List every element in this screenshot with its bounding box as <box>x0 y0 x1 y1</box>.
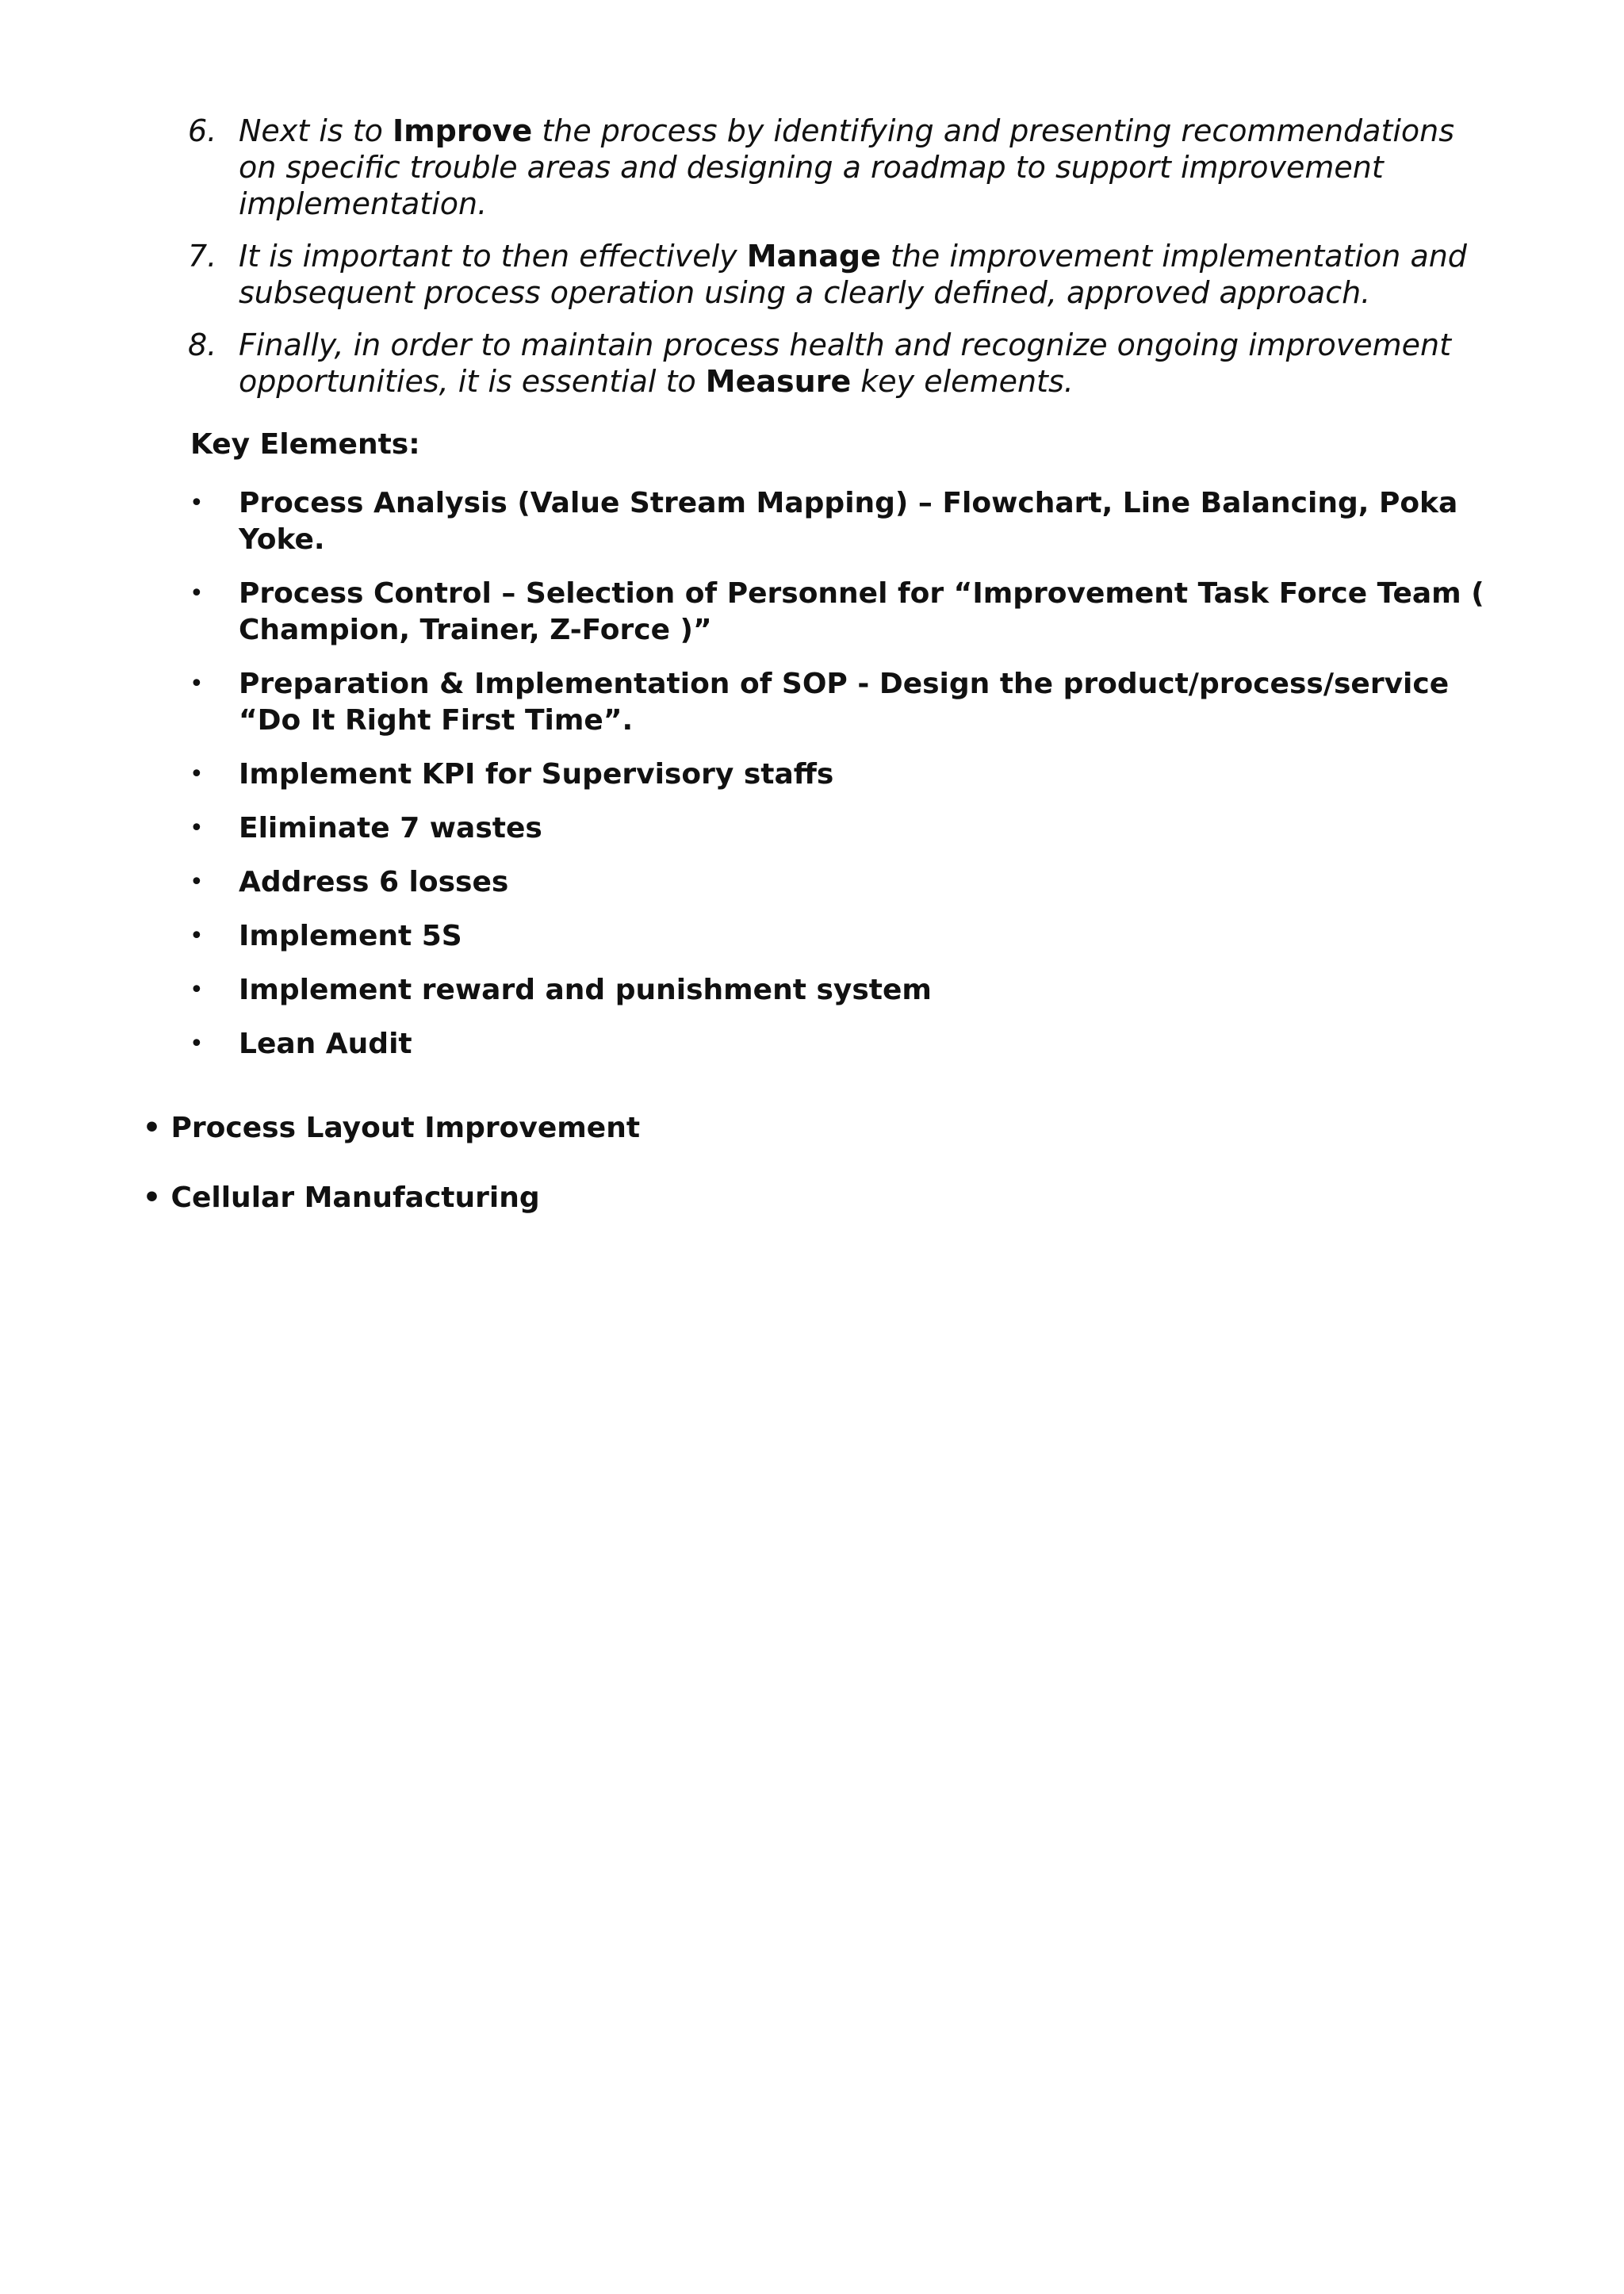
step-text-after: key elements. <box>851 364 1074 399</box>
key-element-item <box>188 918 1488 955</box>
key-element-text: Implement KPI for Supervisory staffs <box>239 758 834 791</box>
key-element-text: Implement 5S <box>239 920 462 952</box>
key-element-text: Address 6 losses <box>239 866 509 898</box>
outer-topics-list <box>143 1110 640 1250</box>
step-number: 8. <box>188 327 217 362</box>
key-element-item <box>188 666 1488 739</box>
key-element-text: Lean Audit <box>239 1028 412 1060</box>
bullet-icon: • <box>190 976 204 1004</box>
key-element-text: Process Control – Selection of Personnel for “Improvement Task Force Team ( Champion, Trainer, Z-Force )” <box>239 577 1484 646</box>
key-element-item <box>188 576 1488 649</box>
step-text-after: the improvement implementation and subsequent process operation using a clearly defined, approved approach. <box>239 239 1467 310</box>
step-keyword: Improve <box>392 113 533 148</box>
key-elements-heading: Key Elements: <box>190 428 420 461</box>
bullet-icon: • <box>190 814 204 842</box>
key-element-item <box>188 756 1488 793</box>
step-text-after: the process by identifying and presenting recommendations on specific trouble areas and designing a roadmap to support improvement implementation. <box>239 113 1455 221</box>
bullet-icon: • <box>190 1030 204 1058</box>
bullet-icon: • <box>190 489 204 517</box>
step-number: 7. <box>188 239 217 274</box>
bullet-icon: • <box>190 580 204 607</box>
step-text-before: It is important to then effectively <box>239 239 747 274</box>
bullet-icon: • <box>190 760 204 788</box>
outer-topic-item: • Cellular Manufacturing <box>143 1181 540 1214</box>
key-element-item <box>188 864 1488 901</box>
key-element-item <box>188 485 1488 558</box>
key-element-text: Preparation & Implementation of SOP - Design the product/process/service “Do It Right First Time”. <box>239 668 1450 737</box>
key-element-item <box>188 810 1488 847</box>
key-element-text: Implement reward and punishment system <box>239 974 932 1006</box>
key-elements-list <box>188 485 1488 1080</box>
step-keyword: Measure <box>705 364 852 399</box>
step-keyword: Manage <box>746 239 881 274</box>
step-text-before: Next is to <box>239 113 393 148</box>
numbered-steps-list <box>188 113 1488 416</box>
key-element-text: Process Analysis (Value Stream Mapping) – Flowchart, Line Balancing, Poka Yoke. <box>239 487 1458 556</box>
step-item-7 <box>188 238 1488 311</box>
outer-topic-item: • Process Layout Improvement <box>143 1112 641 1144</box>
bullet-icon: • <box>190 868 204 896</box>
step-text-before: Finally, in order to maintain process health and recognize ongoing improvement opportunities, it is essential to <box>239 327 1452 399</box>
key-element-text: Eliminate 7 wastes <box>239 812 542 844</box>
bullet-icon: • <box>190 670 204 698</box>
key-element-item <box>188 972 1488 1009</box>
step-item-8 <box>188 327 1488 400</box>
bullet-icon: • <box>190 922 204 950</box>
step-number: 6. <box>188 113 217 148</box>
step-item-6 <box>188 113 1488 222</box>
key-element-item <box>188 1026 1488 1063</box>
